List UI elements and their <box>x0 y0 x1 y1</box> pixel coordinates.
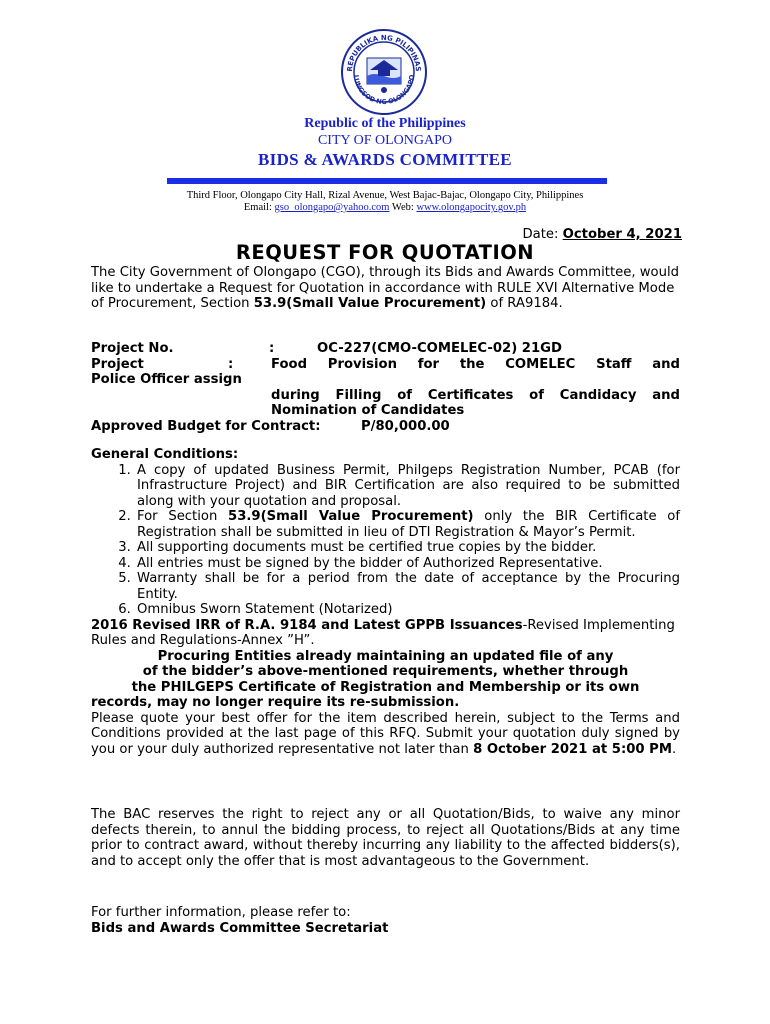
condition-item: 1. A copy of updated Business Permit, Philgeps Registration Number, PCAB (for Infrastructure Project) and BIR Certification are also required to be submitted along with your quotation and proposal. <box>135 463 680 510</box>
header-republic: Republic of the Philippines <box>304 116 466 131</box>
conditions-list <box>91 463 680 618</box>
header-committee: BIDS & AWARDS COMMITTEE <box>258 150 512 169</box>
intro-text: The City Government of Olongapo (CGO), through its Bids and Awards Committee, would like to undertake a Request for Quotation in accordance with RULE XVI Alternative Mode of Procurement, Section <box>91 265 679 311</box>
svg-text:LUNGSOD NG OLONGAPO: LUNGSOD NG OLONGAPO <box>351 74 417 107</box>
svg-text:REPUBLIKA NG PILIPINAS: REPUBLIKA NG PILIPINAS <box>345 33 423 72</box>
intro-text-end: of RA9184. <box>486 296 563 311</box>
document-title: REQUEST FOR QUOTATION <box>235 241 535 264</box>
quote-deadline: 8 October 2021 at 5:00 PM <box>473 741 672 757</box>
project-no-label: Project No. <box>91 341 174 356</box>
irr-reference <box>91 618 680 649</box>
header-city: CITY OF OLONGAPO <box>317 133 453 148</box>
notice-line: of the bidder’s above-mentioned requirements, whether through <box>142 664 629 679</box>
intro-section: 53.9(Small Value Procurement) <box>253 296 487 311</box>
further-secretariat: Bids and Awards Committee Secretariat <box>91 920 389 936</box>
project-details <box>91 341 680 434</box>
email-link[interactable]: gso_olongapo@yahoo.com <box>274 202 390 213</box>
notice-paragraph <box>91 649 680 711</box>
budget-value: P/80,000.00 <box>361 418 450 434</box>
notice-line: the PHILGEPS Certificate of Registration and Membership or its own <box>131 679 640 695</box>
project-no-value: OC-227(CMO-COMELEC-02) 21GD <box>317 341 562 356</box>
header-contacts <box>0 202 770 213</box>
project-value-line2: during Filling of Certificates of Candidacy and <box>271 387 680 403</box>
irr-text: -Revised Implementing Rules and Regulations-Annex ”H”. <box>91 617 675 648</box>
general-heading: General Conditions: <box>91 447 239 462</box>
irr-bold: 2016 Revised IRR of R.A. 9184 and Latest GPPB Issuances <box>91 617 523 633</box>
header-divider <box>167 178 607 184</box>
date-value: October 4, 2021 <box>562 227 682 242</box>
web-link[interactable]: www.olongapocity.gov.ph <box>416 202 527 213</box>
project-colon: : <box>228 356 234 372</box>
intro-paragraph <box>91 265 680 312</box>
project-label: Project <box>91 356 144 372</box>
header-address: Third Floor, Olongapo City Hall, Rizal Avenue, West Bajac-Bajac, Olongapo City, Philippines <box>186 190 584 201</box>
condition-item: 6. Omnibus Sworn Statement (Notarized) <box>135 602 680 618</box>
notice-line: Procuring Entities already maintaining an updated file of any <box>157 648 614 664</box>
project-value-line3: Nomination of Candidates <box>271 403 465 418</box>
quote-paragraph <box>91 711 680 758</box>
further-line: For further information, please refer to: <box>91 905 351 920</box>
quote-text-end: . <box>671 741 677 757</box>
date-label: Date: <box>522 227 559 242</box>
bac-paragraph: The BAC reserves the right to reject any or all Quotation/Bids, to waive any minor defects therein, to annul the bidding process, to reject all Quotations/Bids at any time prior to contract award, without thereby incurring any liability to the affected bidders(s), and to accept only the offer that is most advantageous to the Government. <box>91 807 680 869</box>
project-no-colon: : <box>269 341 275 356</box>
further-info <box>91 905 680 936</box>
project-value-line1: Food Provision for the COMELEC Staff and <box>271 356 680 372</box>
project-label-cont: Police Officer assign <box>91 372 242 387</box>
email-label: Email: <box>243 202 272 213</box>
budget-label: Approved Budget for Contract: <box>91 418 321 434</box>
condition-item: 3. All supporting documents must be certified true copies by the bidder. <box>135 540 680 556</box>
condition-item: 5. Warranty shall be for a period from the date of acceptance by the Procuring Entity. <box>135 571 680 602</box>
condition-section: 53.9(Small Value Procurement) <box>228 509 474 524</box>
general-conditions <box>91 447 680 757</box>
notice-line: records, may no longer require its re-submission. <box>91 695 460 710</box>
web-label: Web: <box>391 202 414 213</box>
city-seal-logo <box>340 28 428 116</box>
condition-item: 4. All entries must be signed by the bidder of Authorized Representative. <box>135 556 680 572</box>
condition-text: For Section <box>137 509 229 524</box>
condition-item <box>135 509 680 540</box>
quote-text: Please quote your best offer for the item described herein, subject to the Terms and Conditions provided at the last page of this RFQ. Submit your quotation duly signed by you or your duly authorized representative not later than <box>91 710 680 757</box>
condition-text-end: only the BIR Certificate of Registration shall be submitted in lieu of DTI Registration & Mayor’s Permit. <box>137 509 680 540</box>
